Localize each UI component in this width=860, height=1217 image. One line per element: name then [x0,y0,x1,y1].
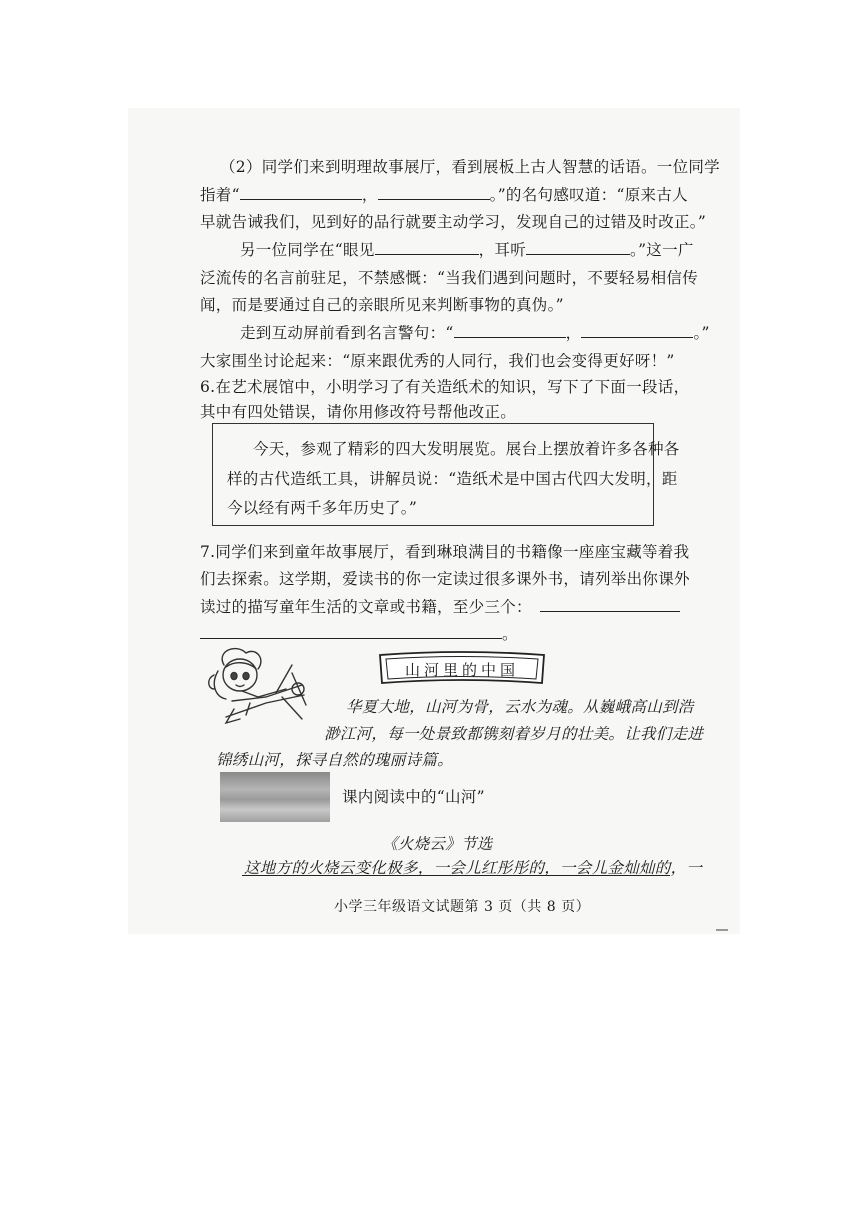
q6-line1: 6.在艺术展馆中，小明学习了有关造纸术的知识，写下了下面一段话， [200,378,690,396]
page-footer: 小学三年级语文试题第 3 页（共 8 页） [334,899,591,915]
q5-part2-line1: （2）同学们来到明理故事展厅，看到展板上古人智慧的话语。一位同学 [220,158,720,176]
scan-mark [716,929,728,931]
passage-title: 《火烧云》节选 [382,835,493,853]
passage-line1: 这地方的火烧云变化极多，一会儿红彤彤的，一会儿金灿灿的，一 [244,859,703,877]
q5-part2-line6: 闻，而是要通过自己的亲眼所见来判断事物的真伪。” [200,296,564,314]
q5-part2-line4: 另一位同学在“眼见 ，耳听 。”这一广 [240,241,694,259]
error-correction-box [212,423,680,526]
banner-title: 山河里的中国 [404,660,519,679]
q7-line1: 7.同学们来到童年故事展厅，看到琳琅满目的书籍像一座座宝藏等着我 [200,543,690,561]
answer-blank[interactable] [378,185,490,200]
section-banner [376,651,548,687]
q7-line4: 。 [200,624,680,644]
answer-blank[interactable] [454,323,566,338]
answer-blank[interactable] [240,185,362,200]
q5-part2-line7: 走到互动屏前看到名言警句：“ ， 。” [240,324,710,342]
section-intro-line2: 渺江河，每一处景致都镌刻着岁月的壮美。让我们走进 [324,725,704,743]
box-line3: 今以经有两千多年历史了。” [227,499,418,517]
answer-blank[interactable] [375,240,479,255]
girl-airplane-illustration [206,645,318,731]
q5-part2-line8: 大家围坐讨论起来：“原来跟优秀的人同行，我们也会变得更好呀！” [200,352,675,370]
q7-line2: 们去探索。这学期，爱读书的你一定读过很多课外书，请列举出你课外 [200,570,690,588]
q5-part2-line3: 早就告诫我们，见到好的品行就要主动学习，发现自己的过错及时改正。” [200,213,707,231]
q5-part2-line2: 指着“ ， 。”的名句感叹道：“原来古人 [200,186,688,204]
box-line1: 今天，参观了精彩的四大发明展览。展台上摆放着许多各种各 [253,440,680,458]
answer-blank[interactable] [540,597,680,612]
landscape-photo [220,772,330,822]
passage-underline [242,875,670,876]
answer-blank[interactable] [526,240,630,255]
q7-line3: 读过的描写童年生活的文章或书籍，至少三个： [200,597,680,617]
q6-line2: 其中有四处错误，请你用修改符号帮他改正。 [200,403,517,421]
section-intro-line3: 锦绣山河，探寻自然的瑰丽诗篇。 [216,751,454,769]
sub-heading: 课内阅读中的“山河” [342,788,485,806]
section-intro-line1: 华夏大地，山河为骨，云水为魂。从巍峨高山到浩 [346,698,694,716]
q5-part2-line5: 泛流传的名言前驻足，不禁感慨：“当我们遇到问题时，不要轻易相信传 [200,269,699,287]
box-line2: 样的古代造纸工具，讲解员说：“造纸术是中国古代四大发明，距 [227,470,678,488]
answer-blank[interactable] [581,323,693,338]
answer-blank[interactable] [200,624,502,639]
